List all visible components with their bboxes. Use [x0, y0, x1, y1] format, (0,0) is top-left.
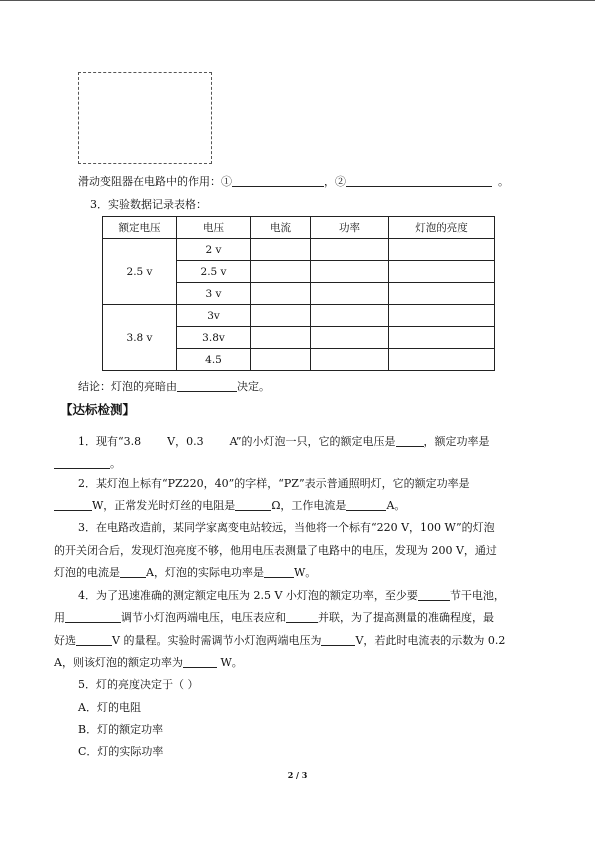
blank-fill [177, 380, 237, 392]
conclusion-line [78, 380, 270, 394]
empty-cell [389, 261, 495, 283]
conclusion-text: 结论：灯泡的亮暗由 [78, 380, 177, 393]
blank-fill [396, 435, 424, 447]
blank-fill [183, 656, 217, 668]
q4-text: V 的量程。实验时需调节小灯泡两端电压为 [112, 634, 322, 647]
page-number: 2 / 3 [287, 770, 308, 780]
blank-fill [264, 566, 294, 578]
empty-cell [389, 305, 495, 327]
blank-fill [286, 611, 318, 623]
header-power: 功率 [311, 217, 389, 239]
q4-text: 并联，为了提高测量的准确程度，最 [318, 611, 494, 624]
q4-text: A，则该灯泡的额定功率为 [54, 656, 183, 669]
empty-cell [251, 349, 311, 371]
blank-fill [346, 499, 386, 511]
q4-text: 节干电池， [449, 589, 505, 602]
empty-cell [251, 239, 311, 261]
rated-voltage-cell: 3.8 v [103, 305, 177, 371]
q3-line3 [54, 566, 316, 580]
q1-text: A”的小灯泡一只，它的额定电压是 [229, 435, 396, 448]
circuit-note-mid: ，② [324, 175, 346, 188]
empty-cell [311, 327, 389, 349]
q3-line2: 的开关闭合后，发现灯泡亮度不够，他用电压表测量了电路中的电压，发现为 200 V，通过 [54, 544, 497, 557]
q3-text: 灯泡的电流是 [54, 566, 120, 579]
table-header-row [103, 217, 495, 239]
q5-option-b: B．灯的额定功率 [78, 723, 164, 736]
rated-voltage-cell: 2.5 v [103, 239, 177, 305]
voltage-cell: 3v [177, 305, 251, 327]
q1-text: ，额定功率是 [423, 435, 490, 448]
table-row [103, 239, 495, 261]
q2-text: W，正常发光时灯丝的电阻是 [92, 499, 236, 512]
voltage-cell: 3 v [177, 283, 251, 305]
table-row [103, 305, 495, 327]
q3-text: W。 [293, 566, 317, 579]
q4-line4 [54, 656, 243, 670]
q5-option-a: A．灯的电阻 [78, 701, 141, 714]
blank-fill [321, 634, 355, 646]
q2-line1: 2．某灯泡上标有“PZ220，40”的字样，“PZ”表示普通照明灯，它的额定功率是 [78, 477, 470, 490]
blank-fill [232, 175, 324, 187]
q4-text: V，若此时电流表的示数为 0.2 [355, 634, 506, 647]
q5-option-c: C．灯的实际功率 [78, 745, 164, 758]
q3-text: A，灯泡的实际电功率是 [146, 566, 264, 579]
empty-cell [311, 239, 389, 261]
q1-text: 。 [110, 457, 121, 470]
q4-text: 好选 [54, 634, 76, 647]
q2-text: Ω，工作电流是 [271, 499, 347, 512]
empty-cell [311, 305, 389, 327]
circuit-note-text: 滑动变阻器在电路中的作用：① [78, 175, 232, 188]
q4-line1 [78, 589, 505, 603]
empty-cell [251, 261, 311, 283]
voltage-cell: 2 v [177, 239, 251, 261]
empty-cell [311, 261, 389, 283]
empty-cell [311, 283, 389, 305]
empty-cell [389, 327, 495, 349]
q3-line1: 3．在电路改造前，某同学家离变电站较远，当他将一个标有“220 V，100 W”的灯泡 [78, 521, 495, 534]
q1-text: 1．现有“3.8 [78, 435, 142, 448]
blank-fill [76, 634, 112, 646]
conclusion-end: 决定。 [237, 380, 270, 393]
empty-cell [389, 349, 495, 371]
empty-cell [251, 327, 311, 349]
blank-fill [65, 611, 121, 623]
header-voltage: 电压 [177, 217, 251, 239]
empty-cell [389, 283, 495, 305]
circuit-diagram-box [78, 72, 212, 164]
q4-text: 4．为了迅速准确的测定额定电压为 2.5 V 小灯泡的额定功率，至少要 [78, 589, 418, 602]
voltage-cell: 2.5 v [177, 261, 251, 283]
empty-cell [251, 283, 311, 305]
section-heading: 【达标检测】 [60, 402, 136, 417]
q2-text: A。 [386, 499, 406, 512]
q1-line2 [54, 457, 121, 471]
q4-text: 用 [54, 611, 65, 624]
q1-text: V，0.3 [167, 435, 204, 448]
q4-line2 [54, 611, 494, 625]
blank-fill [418, 589, 450, 601]
q2-line2 [54, 499, 405, 513]
voltage-cell: 3.8v [177, 327, 251, 349]
q1-line1 [78, 435, 490, 449]
empty-cell [311, 349, 389, 371]
q4-line3 [54, 634, 505, 648]
header-brightness: 灯泡的亮度 [389, 217, 495, 239]
circuit-note-line [78, 175, 509, 189]
q5-stem: 5．灯的亮度决定于（ ） [78, 678, 199, 691]
blank-fill [54, 457, 110, 469]
table-title: 3．实验数据记录表格： [90, 198, 207, 211]
q4-text: 调节小灯泡两端电压，电压表应和 [121, 611, 286, 624]
header-current: 电流 [251, 217, 311, 239]
circuit-note-end: 。 [498, 175, 509, 188]
page-top-rule [0, 0, 595, 1]
empty-cell [389, 239, 495, 261]
blank-fill [54, 499, 92, 511]
voltage-cell: 4.5 [177, 349, 251, 371]
blank-fill [346, 175, 492, 187]
header-rated-voltage: 额定电压 [103, 217, 177, 239]
blank-fill [120, 566, 146, 578]
q4-text: W。 [216, 656, 243, 669]
blank-fill [235, 499, 271, 511]
experiment-data-table [102, 216, 495, 371]
empty-cell [251, 305, 311, 327]
